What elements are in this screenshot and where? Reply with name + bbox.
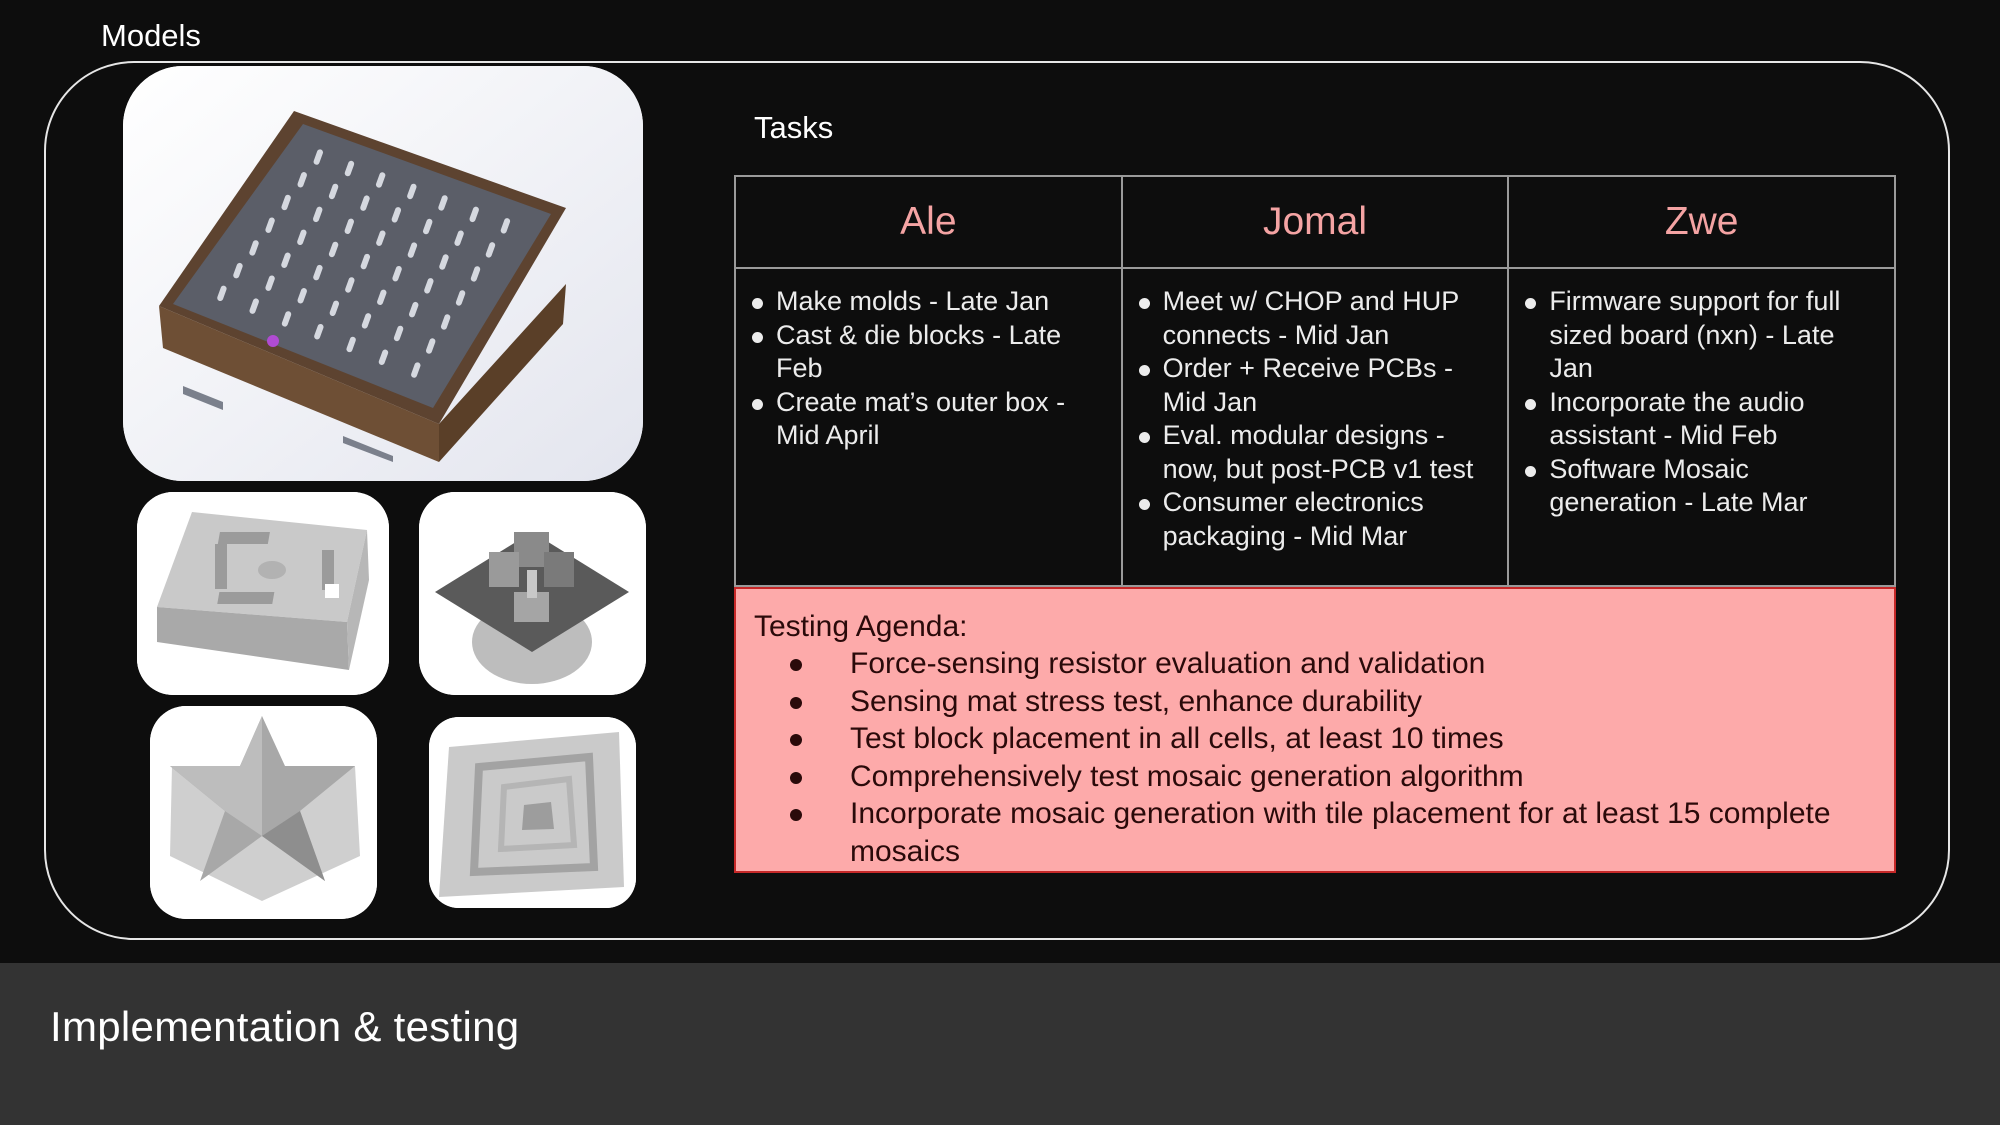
agenda-item: Force-sensing resistor evaluation and validation bbox=[754, 645, 1876, 683]
sensing-mat-box-model bbox=[123, 66, 643, 481]
testing-agenda bbox=[734, 587, 1896, 873]
task-item: Meet w/ CHOP and HUP connects - Mid Jan bbox=[1137, 285, 1494, 352]
tasks-header-row bbox=[735, 176, 1895, 268]
task-item: Create mat’s outer box - Mid April bbox=[750, 386, 1107, 453]
task-column-header: Ale bbox=[735, 176, 1122, 268]
task-item: Eval. modular designs - now, but post-PCB v1 test bbox=[1137, 419, 1494, 486]
tasks-body-row bbox=[735, 268, 1895, 586]
slide-title: Implementation & testing bbox=[50, 1003, 520, 1050]
footer-bar bbox=[0, 963, 2000, 1125]
task-item: Firmware support for full sized board (nxn) - Late Jan bbox=[1523, 285, 1880, 386]
mold-block-model bbox=[137, 492, 389, 695]
task-item: Consumer electronics packaging - Mid Mar bbox=[1137, 486, 1494, 553]
agenda-item: Sensing mat stress test, enhance durability bbox=[754, 683, 1876, 721]
task-cell-jomal bbox=[1122, 268, 1509, 586]
task-item: Cast & die blocks - Late Feb bbox=[750, 319, 1107, 386]
models-label: Models bbox=[101, 18, 201, 53]
task-cell-ale bbox=[735, 268, 1122, 586]
task-cell-zwe bbox=[1508, 268, 1895, 586]
agenda-item: Test block placement in all cells, at least 10 times bbox=[754, 720, 1876, 758]
task-item: Make molds - Late Jan bbox=[750, 285, 1107, 319]
task-item: Software Mosaic generation - Late Mar bbox=[1523, 453, 1880, 520]
task-column-header: Zwe bbox=[1508, 176, 1895, 268]
tasks-label: Tasks bbox=[754, 110, 834, 145]
agenda-item: Incorporate mosaic generation with tile placement for at least 15 complete mosaics bbox=[754, 795, 1876, 870]
testing-agenda-title: Testing Agenda: bbox=[754, 610, 968, 643]
tile-cross-model bbox=[419, 492, 646, 695]
task-item: Order + Receive PCBs - Mid Jan bbox=[1137, 352, 1494, 419]
agenda-item: Comprehensively test mosaic generation algorithm bbox=[754, 758, 1876, 796]
task-column-header: Jomal bbox=[1122, 176, 1509, 268]
tasks-table bbox=[734, 175, 1896, 587]
twisted-tile-model bbox=[429, 717, 636, 908]
star-polyhedron-model bbox=[150, 706, 377, 919]
task-item: Incorporate the audio assistant - Mid Feb bbox=[1523, 386, 1880, 453]
